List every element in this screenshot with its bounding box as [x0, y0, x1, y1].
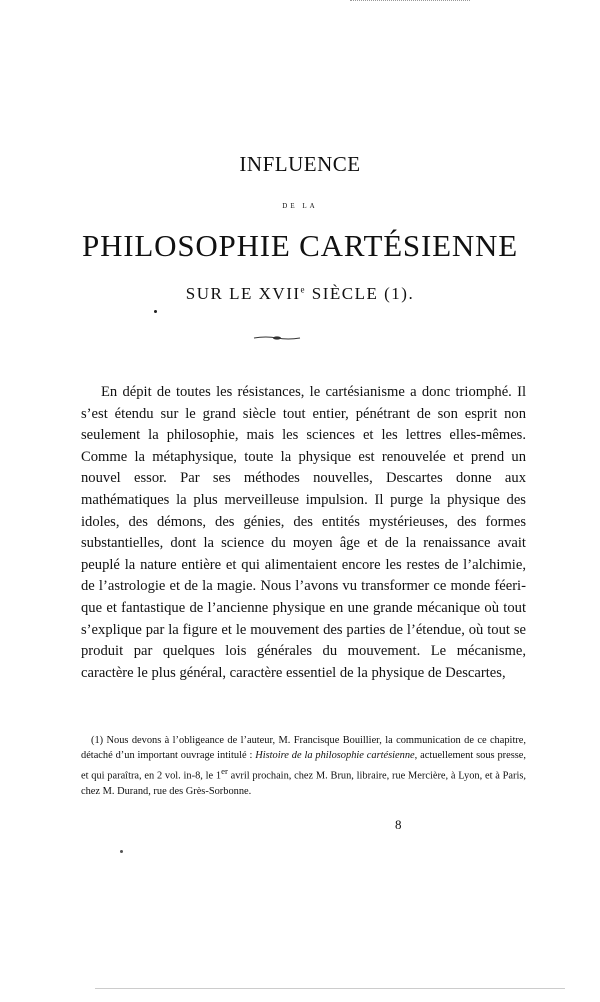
heading-de-la: DE LA [282, 202, 318, 210]
page-signature: 8 [395, 817, 402, 832]
body-text [81, 382, 526, 684]
heading-siecle-sup: e [300, 284, 307, 295]
top-edge-mark [350, 0, 470, 3]
heading-siecle-rest: SIÈCLE (1). [306, 284, 415, 303]
heading-influence: INFLUENCE [239, 152, 361, 176]
heading-siecle [0, 284, 600, 304]
footnote-part2: , actuellement sous presse, et qui paraîtra, en 2 vol. in-8, le 1 [81, 750, 527, 782]
ornament-rule-icon [252, 335, 302, 341]
heading-siecle-main: SUR LE XVII [185, 284, 301, 303]
footnote [81, 733, 526, 799]
stray-dot [154, 310, 157, 313]
footnote-part3: avril prochain, chez M. Brun, libraire, rue Mercière, à Lyon, et à Paris, chez M. Durand, rue des Grès-Sorbonne. [81, 770, 526, 797]
footnote-sup: er [221, 765, 228, 776]
footnote-paragraph [81, 733, 526, 799]
footnote-book-title: Histoire de la philosophie cartésienne [255, 750, 415, 762]
heading-philosophie: PHILOSOPHIE CARTÉSIENNE [82, 228, 518, 263]
stray-mark [120, 850, 123, 853]
body-paragraph: En dépit de toutes les résistances, le cartésianisme a donc triomphé. Il s’est étendu sur le grand siècle tout entier, pénétrant de son esprit non seulement la philosophie, mais les sciences et les lettres elles‑mêmes. Comme la métaphysique, toute la physique est renouvelée et prend un nouvel essor. Par ses méthodes nouvelles, Descartes donne aux mathématiques la plus merveilleuse impulsion. Il purge la physique des idoles, des démons, des génies, des entités mystérieuses, des formes substantielles, dont la science du moyen âge et de la renaissance avait peuplé la nature entière et qui alimentaient encore les restes de l’alchimie, de l’astrologie et de la magie. Nous l’avons vu transformer ce monde féerique et fantastique de l’ancienne physique en une grande mécanique où tout s’explique par la figure et le mouvement des parties de l’étendue, où tout se produit par quelques lois générales du mouvement. Le mécanisme, caractère le plus général, caractère essentiel de la physique de Descartes, [81, 384, 526, 681]
footnote-part1: (1) Nous devons à l’obligeance de l’auteur, M. Francisque Bouillier, la communication de ce chapitre, détaché d’un important ouvrage intitulé : [81, 735, 526, 762]
bottom-edge-line [95, 988, 565, 989]
